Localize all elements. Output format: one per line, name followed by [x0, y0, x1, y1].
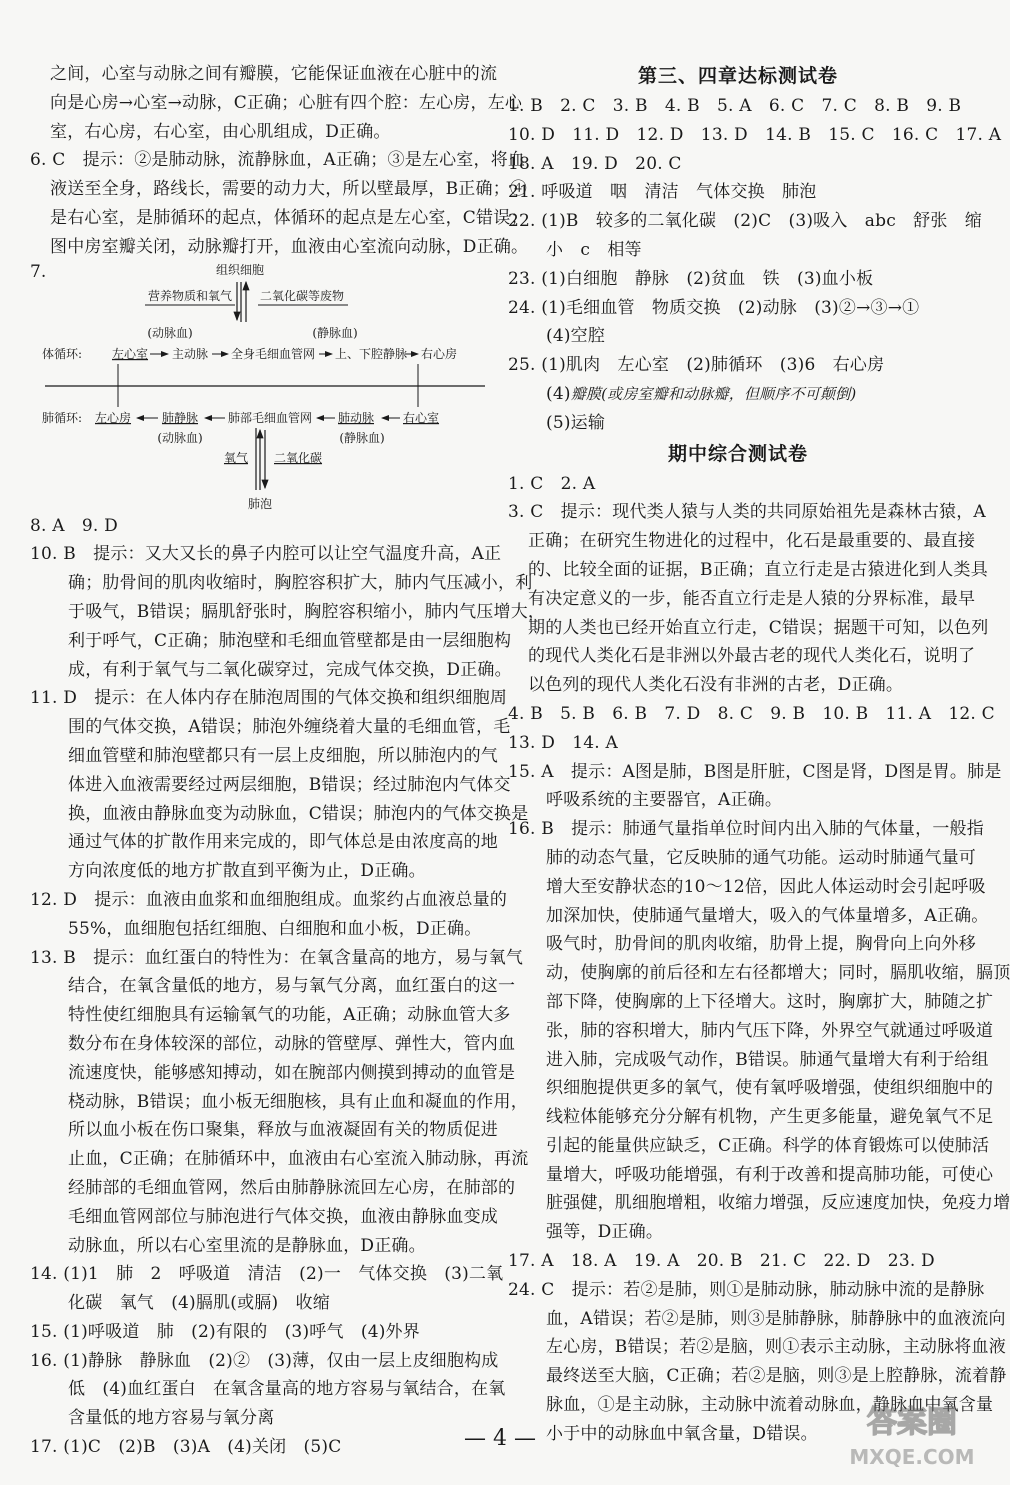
answer-line: 呼吸系统的主要器官，A正确。: [546, 790, 783, 811]
answer-line: 是右心室，是肺循环的起点，体循环的起点是左心室，C错误；: [50, 207, 528, 228]
answer-line: 液送至全身，路线长，需要的动力大，所以壁最厚，B正确；④: [50, 179, 528, 200]
answer-line: 脉血，①是主动脉，主动脉中流着动脉血，静脉血中氧含量: [546, 1395, 994, 1416]
midterm-answers: [508, 470, 1010, 1449]
answer-line: 的、比较全面的证据，B正确；直立行走是古猿进化到人类具: [528, 559, 988, 580]
answer-line: 17. A 18. A 19. A 20. B 21. C 22. D 23. D: [508, 1251, 935, 1272]
answer-line: 换，血液由静脉血变为动脉血，C错误；肺泡内的气体交换是: [68, 803, 529, 824]
node-pulmonary-vein: 肺静脉: [162, 410, 199, 425]
answer-line: 方向浓度低的地方扩散直到平衡为止，D正确。: [68, 861, 426, 882]
answer-line: 13. D 14. A: [508, 732, 618, 753]
answer-line: 有决定意义的一步，能否直立行走是人猿的分界标准，最早: [528, 588, 976, 609]
node-pulmonary-artery: 肺动脉: [338, 410, 375, 425]
answer-line: 小于中的动脉血中氧含量，D错误。: [546, 1423, 818, 1444]
answer-line: 左心房，B错误；若②是脑，则①表示主动脉，主动脉将血液: [546, 1337, 1006, 1358]
answer-line: 特性使红细胞具有运输氧气的功能，A正确；动脉血管大多: [68, 1005, 511, 1026]
answer-line: 细血管壁和肺泡壁都只有一层上皮细胞，所以肺泡内的气: [68, 745, 498, 766]
answer-line: 围的气体交换，A错误；肺泡外缠绕着大量的毛细血管，毛: [68, 717, 511, 738]
node-right-ventricle: 右心室: [403, 410, 440, 425]
answer-line: 成，有利于氧气与二氧化碳穿过，完成气体交换，D正确。: [68, 659, 512, 680]
answer-line: 部下降，使胸廓的上下径增大。这时，胸廓扩大，肺随之扩: [546, 991, 994, 1012]
ch3-4-answers-end: [508, 409, 968, 438]
answer-line: 15. A 提示：A图是肺，B图是肝脏，C图是肾，D图是胃。肺是: [508, 761, 1002, 782]
left-column: [30, 60, 546, 1462]
answer-line: 23. (1)白细胞 静脉 (2)贫血 铁 (3)血小板: [508, 268, 874, 289]
answer-line: 于吸气，B错误；膈肌舒张时，胸腔容积缩小，肺内气压增大，: [68, 601, 546, 622]
answer-line: 血，A错误；若②是肺，则③是肺静脉，肺静脉中的血液流向: [546, 1308, 1006, 1329]
answer-line: 张，肺的容积增大，肺内气压下降，外界空气就通过呼吸道: [546, 1020, 994, 1041]
answer-line: 1. B 2. C 3. B 4. B 5. A 6. C 7. C 8. B 9. B: [508, 96, 962, 116]
answer-line: 16. (1)静脉 静脉血 (2)② (3)薄，仅由一层上皮细胞构成: [30, 1350, 499, 1371]
left-bottom-block: [30, 512, 546, 1462]
answer-line: 22. (1)B 较多的二氧化碳 (2)C (3)吸入 abc 舒张 缩: [508, 211, 982, 232]
answer-line: 所以血小板在伤口聚集，释放与血液凝固有关的物质促进: [68, 1120, 498, 1141]
answer-line: 量增大，呼吸功能增强，有利于改善和提高肺功能，可使心: [546, 1164, 994, 1185]
q25-part4-label: (4): [546, 383, 571, 404]
answer-line: 含量低的地方容易与氧分离: [68, 1408, 275, 1429]
watermark-text-url: MXQE.COM: [849, 1445, 975, 1469]
answer-line: 流速度快，能够感知搏动，如在腕部内侧摸到搏动的血管是: [68, 1062, 516, 1083]
label-co2-waste: 二氧化碳等废物: [259, 288, 345, 303]
node-left-atrium: 左心房: [95, 410, 132, 425]
answer-line: 化碳 氧气 (4)膈肌(或膈) 收缩: [68, 1293, 330, 1314]
answer-line: 24. C 提示：若②是肺，则①是肺动脉，肺动脉中流的是静脉: [508, 1279, 985, 1300]
answer-line: 25. (1)肌肉 左心室 (2)肺循环 (3)6 右心房: [508, 355, 885, 376]
ch3-4-answers: [508, 92, 1002, 380]
answer-line: 吸气时，肋骨间的肌肉收缩，肋骨上提，胸骨向上向外移: [546, 934, 976, 955]
answer-line: 17. (1)C (2)B (3)A (4)关闭 (5)C: [30, 1437, 342, 1458]
answer-line: 动脉血，所以右心室里流的是静脉血，D正确。: [68, 1235, 426, 1256]
left-top-block: [30, 60, 529, 262]
answer-line: 线粒体能够充分分解有机物，产生更多能量，避免氧气不足: [546, 1107, 994, 1128]
answer-line: 1. C 2. A: [508, 473, 596, 494]
answer-line: 加深加快，使肺通气量增大，吸入的气体量增多，A正确。: [546, 905, 989, 926]
answer-line: 最终送至大脑，C正确；若②是脑，则③是上腔静脉，流着静: [546, 1366, 1007, 1387]
answer-line: 的现代人类化石是非洲以外最古老的现代人类化石，说明了: [528, 646, 976, 667]
label-carbon-dioxide: 二氧化碳: [274, 450, 323, 465]
answer-line: 数分布在身体较深的部位，动脉的管壁厚、弹性大，管内血: [68, 1033, 516, 1054]
node-body-capillaries: 全身毛细血管网: [231, 346, 316, 361]
page-number: — 4 —: [464, 1426, 536, 1451]
node-right-atrium: 右心房: [421, 346, 458, 361]
answer-line: 向是心房→心室→动脉，C正确；心脏有四个腔：左心房，左心: [50, 92, 523, 113]
node-left-ventricle: 左心室: [112, 346, 149, 361]
right-column: [508, 60, 1010, 1449]
answer-line: 引起的能量供应缺乏，C正确。科学的体育锻炼可以使肺活: [546, 1135, 990, 1156]
answer-line: 低 (4)血红蛋白 在氧含量高的地方容易与氧结合，在氧: [68, 1379, 506, 1400]
watermark-text-cn: 答案圈: [867, 1405, 957, 1440]
label-venous-blood-top: (静脉血): [312, 325, 358, 340]
answer-line: 确；肋骨间的肌肉收缩时，胸腔容积扩大，肺内气压减小，利: [68, 573, 533, 594]
answer-line: 14. (1)1 肺 2 呼吸道 清洁 (2)一 气体交换 (3)二氧: [30, 1264, 504, 1285]
answer-line: (5)运输: [546, 412, 606, 433]
answer-line: 结合，在氧含量低的地方，易与氧气分离，血红蛋白的这一: [68, 976, 516, 997]
answer-line: 强等，D正确。: [546, 1222, 664, 1243]
watermark-logo: [842, 1394, 982, 1474]
question-number-7: 7.: [30, 261, 47, 282]
answer-line: 15. (1)呼吸道 肺 (2)有限的 (3)呼气 (4)外界: [30, 1321, 420, 1342]
node-lung-capillaries: 肺部毛细血管网: [228, 410, 313, 425]
node-aorta: 主动脉: [172, 346, 209, 361]
answer-line: 55%，血细胞包括红细胞、白细胞和血小板，D正确。: [68, 918, 482, 939]
label-venous-blood-bottom: (静脉血): [339, 430, 385, 445]
answer-line: 脏强健，肌细胞增粗，收缩力增强，反应速度加快，免疫力增: [546, 1193, 1010, 1214]
label-oxygen: 氧气: [223, 450, 248, 465]
answer-line: 10. D 11. D 12. D 13. D 14. B 15. C 16. C 17. A: [508, 124, 1002, 145]
answer-line: 以色列的现代人类化石没有非洲的古老，D正确。: [528, 675, 904, 696]
answer-line: 13. B 提示：血红蛋白的特性为：在氧含量高的地方，易与氧气: [30, 947, 524, 968]
answer-line: (4)空腔: [546, 326, 606, 347]
answer-line: 毛细血管网部位与肺泡进行气体交换，血液由静脉血变成: [68, 1206, 498, 1227]
answer-line: 24. (1)毛细血管 物质交换 (2)动脉 (3)②→③→①: [508, 297, 920, 318]
label-tissue-cells: 组织细胞: [215, 262, 265, 277]
answer-line: 之间，心室与动脉之间有瓣膜，它能保证血液在心脏中的流: [50, 64, 498, 84]
answer-line: 12. D 提示：血液由血浆和血细胞组成。血浆约占血液总量的: [30, 889, 508, 910]
answer-line: 正确；在研究生物进化的过程中，化石是最重要的、最直接: [528, 531, 976, 552]
answer-line: 室，右心房，右心室，由心肌组成，D正确。: [50, 121, 391, 142]
circulation-diagram-block: [30, 262, 485, 512]
answer-line: 经肺部的毛细血管网，然后由肺静脉流回左心房，在肺部的: [68, 1177, 516, 1198]
answer-line: 18. A 19. D 20. C: [508, 153, 682, 174]
q25-handwritten-answer: 瓣膜(或房室瓣和动脉瓣，但顺序不可颠倒): [570, 384, 857, 403]
answer-line: 通过气体的扩散作用来完成的，即气体总是由浓度高的地: [68, 832, 498, 853]
circulation-diagram: [30, 262, 485, 512]
answer-line: 进入肺，完成吸气动作，B错误。肺通气量增大有利于给组: [546, 1049, 989, 1070]
answer-line: 肺的动态气量，它反映肺的通气功能。运动时肺通气量可: [546, 847, 976, 868]
answer-line: 16. B 提示：肺通气量指单位时间内出入肺的气体量，一般指: [508, 819, 984, 840]
q25-handwritten-line: [508, 380, 968, 409]
answer-line: 利于呼气，C正确；肺泡壁和毛细血管壁都是由一层细胞构: [68, 630, 512, 651]
answer-line: 增大至安静状态的10～12倍，因此人体运动时会引起呼吸: [546, 876, 986, 897]
answer-line: 8. A 9. D: [30, 515, 118, 536]
node-venae-cavae: 上、下腔静脉: [335, 346, 408, 361]
answer-line: 桡动脉，B错误；血小板无细胞核，具有止血和凝血的作用，: [68, 1091, 528, 1112]
label-pulmonary-circulation: 肺循环:: [42, 410, 83, 425]
section-title-midterm-test: 期中综合测试卷: [667, 442, 808, 465]
answer-line: 4. B 5. B 6. B 7. D 8. C 9. B 10. B 11. A 12. C: [508, 703, 995, 724]
label-arterial-blood-bottom: (动脉血): [157, 430, 203, 445]
answer-line: 6. C 提示：②是肺动脉，流静脉血，A正确；③是左心室，将血: [30, 150, 526, 171]
label-arterial-blood-top: (动脉血): [147, 325, 193, 340]
answer-line: 期的人类也已经开始直立行走，C错误；据题干可知，以色列: [528, 617, 989, 638]
answer-line: 21. 呼吸道 咽 清洁 气体交换 肺泡: [508, 182, 817, 203]
answer-line: 织细胞提供更多的氧气，使有氧呼吸增强，使组织细胞中的: [546, 1078, 994, 1099]
answer-line: 10. B 提示：又大又长的鼻子内腔可以让空气温度升高，A正: [30, 544, 502, 565]
answer-line: 止血，C正确；在肺循环中，血液由右心室流入肺动脉，再流: [68, 1149, 529, 1170]
section-title-ch3-4-test: 第三、四章达标测试卷: [637, 65, 838, 87]
answer-line: 动，使胸廓的前后径和左右径都增大；同时，膈肌收缩，膈顶: [546, 963, 1010, 984]
answer-line: 小 c 相等: [546, 239, 642, 260]
answer-line: 3. C 提示：现代类人猿与人类的共同原始祖先是森林古猿，A: [508, 502, 986, 523]
label-alveoli: 肺泡: [247, 496, 273, 511]
answer-line: 体进入血液需要经过两层细胞，B错误；经过肺泡内气体交: [68, 774, 511, 795]
label-systemic-circulation: 体循环:: [42, 346, 83, 361]
answer-line: 11. D 提示：在人体内存在肺泡周围的气体交换和组织细胞周: [30, 688, 508, 709]
label-nutrients-oxygen: 营养物质和氧气: [147, 288, 233, 303]
answer-line: 图中房室瓣关闭，动脉瓣打开，血液由心室流向动脉，D正确。: [50, 236, 529, 257]
